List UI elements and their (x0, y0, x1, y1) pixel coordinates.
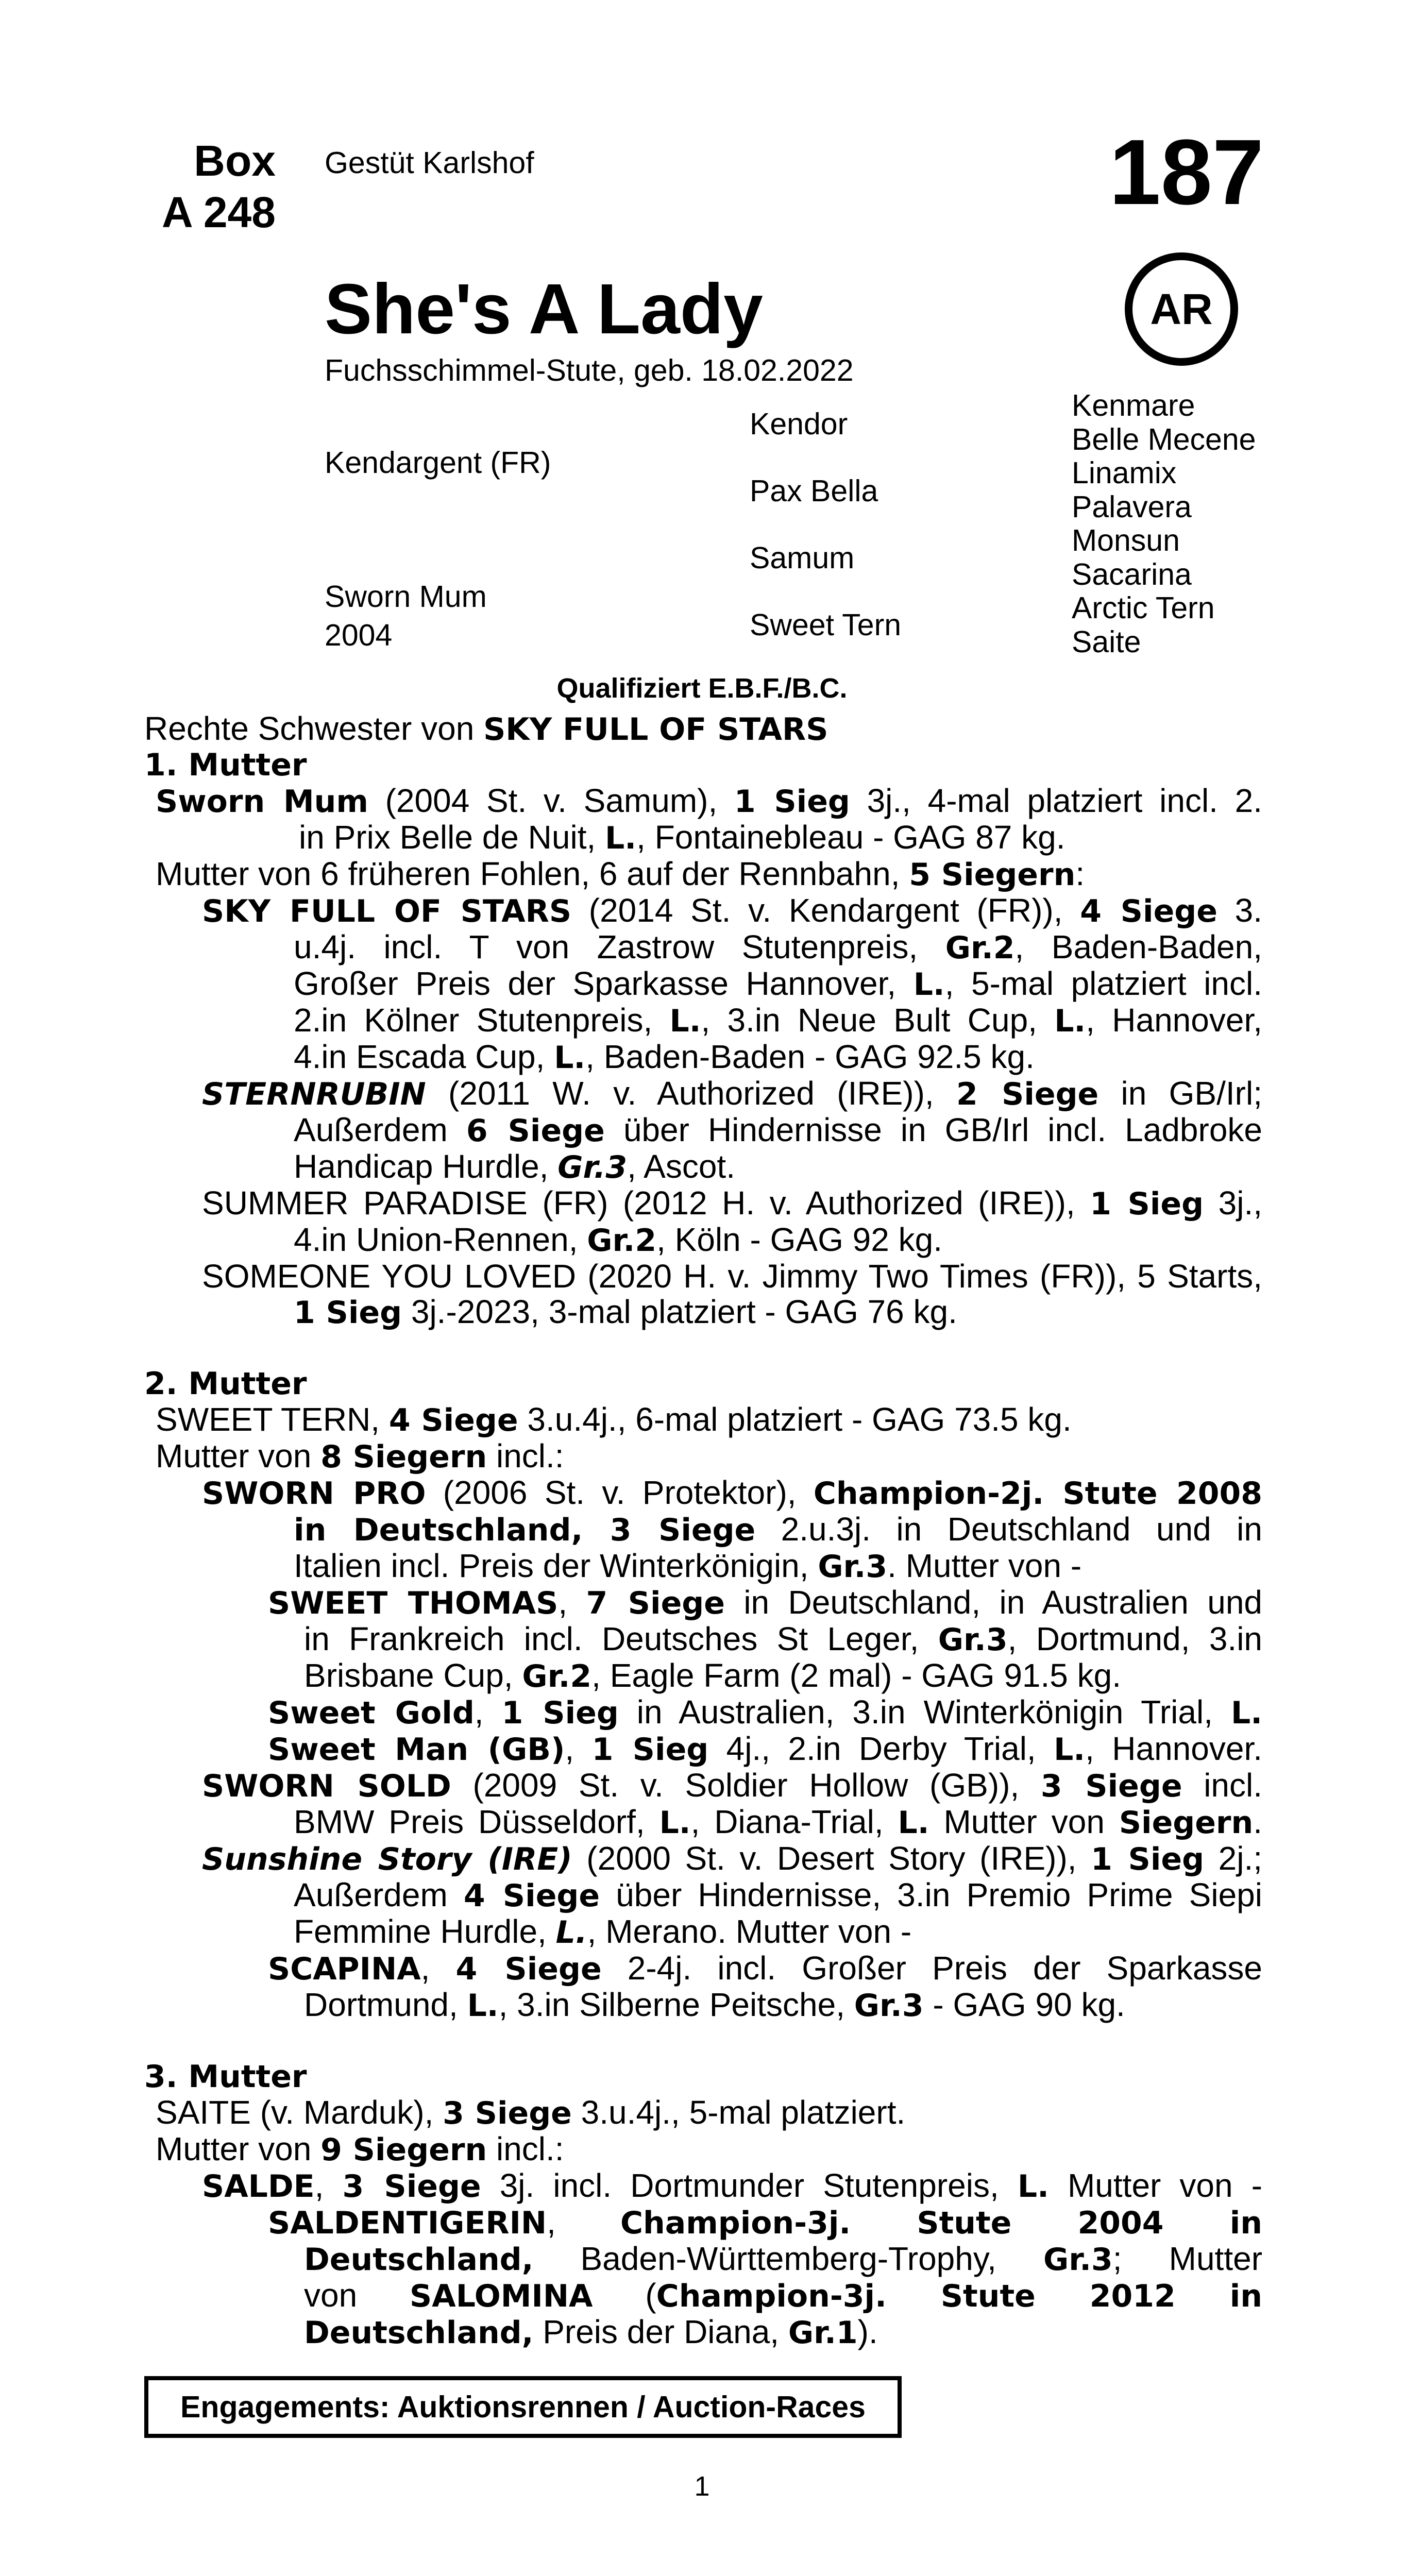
sweet-thomas-line-3: Brisbane Cup, Gr.2, Eagle Farm (2 mal) - GAG 91.5 kg. (304, 1657, 1122, 1694)
progeny-1-line-4: 2.in Kölner Stutenpreis, L., 3.in Neue Bult Cup, L., Hannover, (294, 1002, 1262, 1039)
scapina-line-1: SCAPINA, 4 Siege 2-4j. incl. Großer Preis der Sparkasse (268, 1950, 1263, 1987)
third-dam-line-1: SAITE (v. Marduk), 3 Siege 3.u.4j., 5-mal platziert. (156, 2094, 906, 2131)
progeny-3-line-1: SUMMER PARADISE (FR) (2012 H. v. Authorized (IRE)), 1 Sieg 3j., (202, 1184, 1263, 1222)
progeny-3-line-2: 4.in Union-Rennen, Gr.2, Köln - GAG 92 kg. (294, 1221, 942, 1259)
sunshine-story-line-3: Femmine Hurdle, L., Merano. Mutter von - (294, 1913, 912, 1951)
pedigree-dam-year: 2004 (325, 618, 393, 652)
second-dam-heading: 2. Mutter (144, 1366, 307, 1402)
qualification: Qualifiziert E.B.F./B.C. (556, 673, 848, 704)
box-label (144, 135, 276, 238)
engagements-text: Engagements: Auktionsrennen / Auction-Races (180, 2390, 866, 2424)
pedigree-gg-7: Arctic Tern (1072, 591, 1215, 625)
sibling-line: Rechte Schwester von SKY FULL OF STARS (144, 710, 828, 748)
catalogue-text (144, 711, 1262, 2351)
pedigree-gg-2: Belle Mecene (1072, 422, 1256, 456)
sworn-sold-line-1: SWORN SOLD (2009 St. v. Soldier Hollow (GB)), 3 Siege incl. (202, 1767, 1263, 1804)
pedigree-grandsire-4: Sweet Tern (750, 608, 902, 642)
first-dam-line-2: in Prix Belle de Nuit, L., Fontainebleau - GAG 87 kg. (299, 819, 1065, 856)
second-dam-line-1: SWEET TERN, 4 Siege 3.u.4j., 6-mal platziert - GAG 73.5 kg. (156, 1401, 1072, 1438)
box-title: Box (194, 137, 276, 185)
sworn-pro-line-2: in Deutschland, 3 Siege 2.u.3j. in Deutschland und in (294, 1511, 1262, 1548)
sweet-gold-line: Sweet Gold, 1 Sieg in Australien, 3.in Winterkönigin Trial, L. (268, 1693, 1263, 1731)
ar-badge-text: AR (1150, 284, 1213, 333)
pedigree-grandsire-3: Samum (750, 541, 855, 575)
first-dam-line-1: Sworn Mum (2004 St. v. Samum), 1 Sieg 3j., 4-mal platziert incl. 2. (156, 782, 1262, 820)
pedigree-gg-3: Linamix (1072, 456, 1177, 490)
sworn-sold-line-2: BMW Preis Düsseldorf, L., Diana-Trial, L. Mutter von Siegern. (294, 1803, 1263, 1841)
pedigree-grandsire-1: Kendor (750, 407, 848, 441)
page-number: 1 (694, 2471, 710, 2502)
progeny-1-line-2: u.4j. incl. T von Zastrow Stutenpreis, Gr.2, Baden-Baden, (294, 928, 1263, 966)
pedigree-sire: Kendargent (FR) (325, 446, 551, 480)
saldentigerin-line-4: Deutschland, Preis der Diana, Gr.1). (304, 2313, 878, 2351)
pedigree-great-grandparents (1072, 389, 1256, 659)
pedigree-grandsire-2: Pax Bella (750, 474, 878, 508)
progeny-2-line-1: STERNRUBIN (2011 W. v. Authorized (IRE)), 2 Siege in GB/Irl; (202, 1075, 1262, 1112)
progeny-1-line-5: 4.in Escada Cup, L., Baden-Baden - GAG 92.5 kg. (294, 1038, 1035, 1076)
first-dam-line-3: Mutter von 6 früheren Fohlen, 6 auf der Rennbahn, 5 Siegern: (156, 855, 1085, 893)
progeny-1-line-3: Großer Preis der Sparkasse Hannover, L., 5-mal platziert incl. (294, 965, 1262, 1003)
progeny-2-line-2: Außerdem 6 Siege über Hindernisse in GB/Irl incl. Ladbroke (294, 1111, 1263, 1149)
progeny-4-line-1: SOMEONE YOU LOVED (2020 H. v. Jimmy Two Times (FR)), 5 Starts, (202, 1258, 1262, 1295)
ar-badge (1125, 252, 1238, 366)
saldentigerin-line-3: von SALOMINA (Champion-3j. Stute 2012 in (304, 2277, 1263, 2314)
second-dam-line-2: Mutter von 8 Siegern incl.: (156, 1437, 564, 1475)
sunshine-story-line-2: Außerdem 4 Siege über Hindernisse, 3.in Premio Prime Siepi (294, 1876, 1262, 1914)
sworn-pro-line-1: SWORN PRO (2006 St. v. Protektor), Champion-2j. Stute 2008 (202, 1474, 1262, 1512)
salde-line: SALDE, 3 Siege 3j. incl. Dortmunder Stutenpreis, L. Mutter von - (202, 2167, 1263, 2205)
sweet-man-line: Sweet Man (GB), 1 Sieg 4j., 2.in Derby Trial, L., Hannover. (268, 1730, 1263, 1768)
pedigree-gg-8: Saite (1072, 624, 1141, 659)
progeny-1-line-1: SKY FULL OF STARS (2014 St. v. Kendargent (FR)), 4 Siege 3. (202, 892, 1262, 929)
box-number: A 248 (161, 188, 276, 236)
pedigree-dam: Sworn Mum (325, 580, 487, 614)
saldentigerin-line-1: SALDENTIGERIN, Champion-3j. Stute 2004 in (268, 2204, 1263, 2241)
sweet-thomas-line-1: SWEET THOMAS, 7 Siege in Deutschland, in Australien und (268, 1584, 1263, 1621)
saldentigerin-line-2: Deutschland, Baden-Württemberg-Trophy, Gr.3; Mutter (304, 2240, 1263, 2278)
stud-name: Gestüt Karlshof (325, 146, 534, 180)
pedigree-gg-1: Kenmare (1072, 388, 1195, 422)
progeny-4-line-2: 1 Sieg 3j.-2023, 3-mal platziert - GAG 76 kg. (294, 1293, 957, 1331)
third-dam-line-2: Mutter von 9 Siegern incl.: (156, 2130, 564, 2168)
first-dam-heading: 1. Mutter (144, 747, 307, 783)
pedigree-gg-5: Monsun (1072, 523, 1180, 557)
horse-description: Fuchsschimmel-Stute, geb. 18.02.2022 (325, 353, 854, 387)
scapina-line-2: Dortmund, L., 3.in Silberne Peitsche, Gr.3 - GAG 90 kg. (304, 1986, 1125, 2024)
sunshine-story-line-1: Sunshine Story (IRE) (2000 St. v. Desert Story (IRE)), 1 Sieg 2j.; (202, 1840, 1263, 1877)
progeny-2-line-3: Handicap Hurdle, Gr.3, Ascot. (294, 1148, 735, 1185)
sworn-pro-line-3: Italien incl. Preis der Winterkönigin, Gr.3. Mutter von - (294, 1547, 1082, 1585)
third-dam-heading: 3. Mutter (144, 2059, 307, 2095)
sweet-thomas-line-2: in Frankreich incl. Deutsches St Leger, Gr.3, Dortmund, 3.in (304, 1620, 1263, 1658)
pedigree-gg-6: Sacarina (1072, 557, 1192, 591)
lot-number: 187 (1109, 121, 1264, 224)
horse-name: She's A Lady (325, 269, 763, 349)
engagements-box (144, 2376, 902, 2438)
pedigree-gg-4: Palavera (1072, 489, 1192, 524)
